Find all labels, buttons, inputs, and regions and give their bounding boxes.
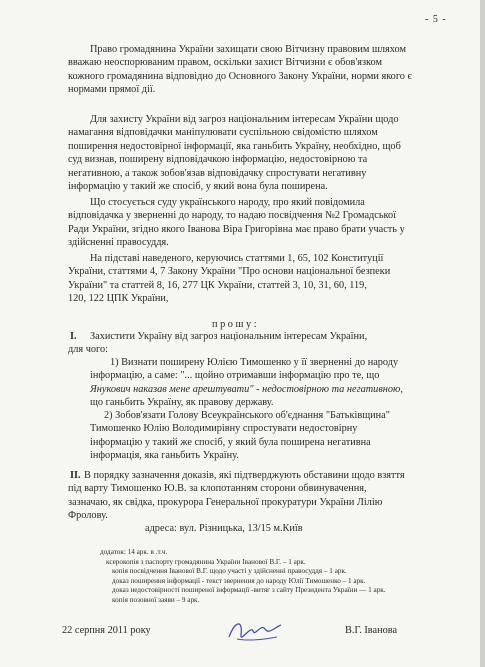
handwritten-signature — [225, 615, 285, 647]
sub-item-1-line: інформацію, а саме: "... щойно отримавши інформацію про те, що — [90, 370, 380, 382]
paragraph-2 — [68, 113, 448, 193]
paragraph-2-line: поширення недостовірної інформації, яка ганьбить Україну, необхідно, щоб — [68, 140, 401, 152]
request-heading-text: п р о ш у : — [212, 319, 257, 330]
paragraph-2-line: інформацію у такий же спосіб, у який вона була поширена. — [68, 181, 328, 193]
paragraph-1-line: нормами прямої дії. — [68, 84, 156, 96]
signer-name: В.Г. Іванова — [345, 625, 398, 636]
item-2-number: II. — [70, 470, 81, 481]
item-1-line: для чого: — [68, 344, 108, 356]
paragraph-2-line: намагання відповідачки маніпулювати суспільною свідомістю шляхом — [68, 127, 378, 139]
paragraph-4-line: України" та статтей 8, 16, 277 ЦК України, статтей 3, 10, 31, 60, 119, — [68, 279, 367, 291]
paragraph-3-line: Що стосується суду українського народу, про який повідомила — [90, 197, 365, 208]
paragraph-4-line: 120, 122 ЦПК України, — [68, 293, 169, 305]
sub-item-1-line: 1) Визнати поширену Юлією Тимошенко у її зверненні до народу — [110, 357, 399, 368]
attachment-item: копія посвідчення Іванової В.Г. щодо участі у здійсненні правосуддя – 1 арк. — [112, 567, 347, 576]
paragraph-3-line: відповідачка у зверненні до народу, то надаю посвідчення №2 Громадської — [68, 210, 397, 222]
sub-item-1-line: Янукович наказав мене арештувати" - недостовірною та негативною, — [90, 383, 403, 395]
paragraph-1-line: Право громадянина України захищати свою Вітчизну правовим шляхом — [90, 44, 406, 55]
item-2-line: Фролову. — [68, 510, 108, 522]
sub-item-2 — [90, 409, 448, 463]
sub-item-1-line: що ганьбить Україну, як правову державу. — [90, 397, 274, 409]
attachment-item: додаток: 14 арк. в .т.ч. — [100, 548, 168, 556]
sub-item-1 — [90, 356, 448, 410]
sub-item-2-line: Тимошенко Юлію Володимирівну спростувати недостовірну — [90, 423, 358, 435]
attachment-item: доказ недостовірності поширеної інформації -витяг з сайту Президента України — 1 арк. — [112, 586, 386, 595]
paragraph-1-line: кожного громадянина відповідно до Основного Закону України, норми якого є — [68, 70, 412, 82]
page-edge-shadow — [480, 0, 485, 667]
paragraph-2-line: суд визнав, поширену відповідачкою інформацію, недостовірною та — [68, 154, 368, 166]
paragraph-3-line: здійсненні правосуддя. — [68, 237, 169, 249]
address: адреса: вул. Різницька, 13/15 м.Київ — [145, 523, 303, 534]
sub-item-2-line: інформація, яка ганьбить Україну. — [90, 450, 239, 462]
page-number: - 5 - — [425, 14, 447, 25]
paragraph-1-line: вважаю неоспорюваним правом, оскільки захист Вітчизни є обов'язком — [68, 57, 382, 69]
item-2 — [68, 469, 448, 523]
paragraph-1 — [68, 43, 448, 97]
item-1-number: I. — [70, 331, 77, 342]
attachment-item: копія позовної заяви – 9 арк. — [112, 595, 200, 604]
paragraph-4-line: України, статтями 4, 7 Закону України "Про основи національної безпеки — [68, 266, 391, 278]
signature-date: 22 серпня 2011 року — [62, 625, 151, 636]
item-1-line: Захистити Україну від загроз національним інтересам України, — [90, 331, 368, 342]
item-1 — [68, 330, 448, 357]
sub-item-2-line: інформацію у такий же спосіб, у який була поширена негативна — [90, 436, 371, 448]
item-2-line: під варту Тимошенко Ю.В. за клопотанням сторони обвинувачення, — [68, 483, 367, 495]
attachment-item: ксерокопія з паспорту громадянина України Іванової В.Г. – 1 арк. — [106, 557, 306, 566]
paragraph-4 — [68, 252, 448, 306]
sub-item-2-line: 2) Зобов'язати Голову Всеукраїнського об'єднання "Батьківщина" — [104, 410, 390, 421]
attachment-item: доказ поширення інформації - текст звернення до народу Юлії Тимошенко – 1 арк. — [112, 576, 366, 585]
attachments-list — [100, 548, 386, 606]
item-2-line: зазначаю, як свідка, прокурора Генеральної прокуратури України Лілію — [68, 496, 383, 508]
paragraph-4-line: На підставі наведеного, керуючись статтями 1, 65, 102 Конституції — [90, 253, 384, 264]
paragraph-2-line: Для захисту України від загроз національним інтересам України щодо — [90, 114, 399, 125]
paragraph-3-line: Ради України, згідно якого Іванова Віра Григорівна має право брати участь у — [68, 223, 405, 235]
paragraph-2-line: негативною, а також зобов'язав відповідачку спростувати негативну — [68, 167, 367, 179]
item-2-line: В порядку зазначення доказів, які підтверджують обставини щодо взяття — [84, 470, 405, 481]
paragraph-3 — [68, 196, 448, 250]
